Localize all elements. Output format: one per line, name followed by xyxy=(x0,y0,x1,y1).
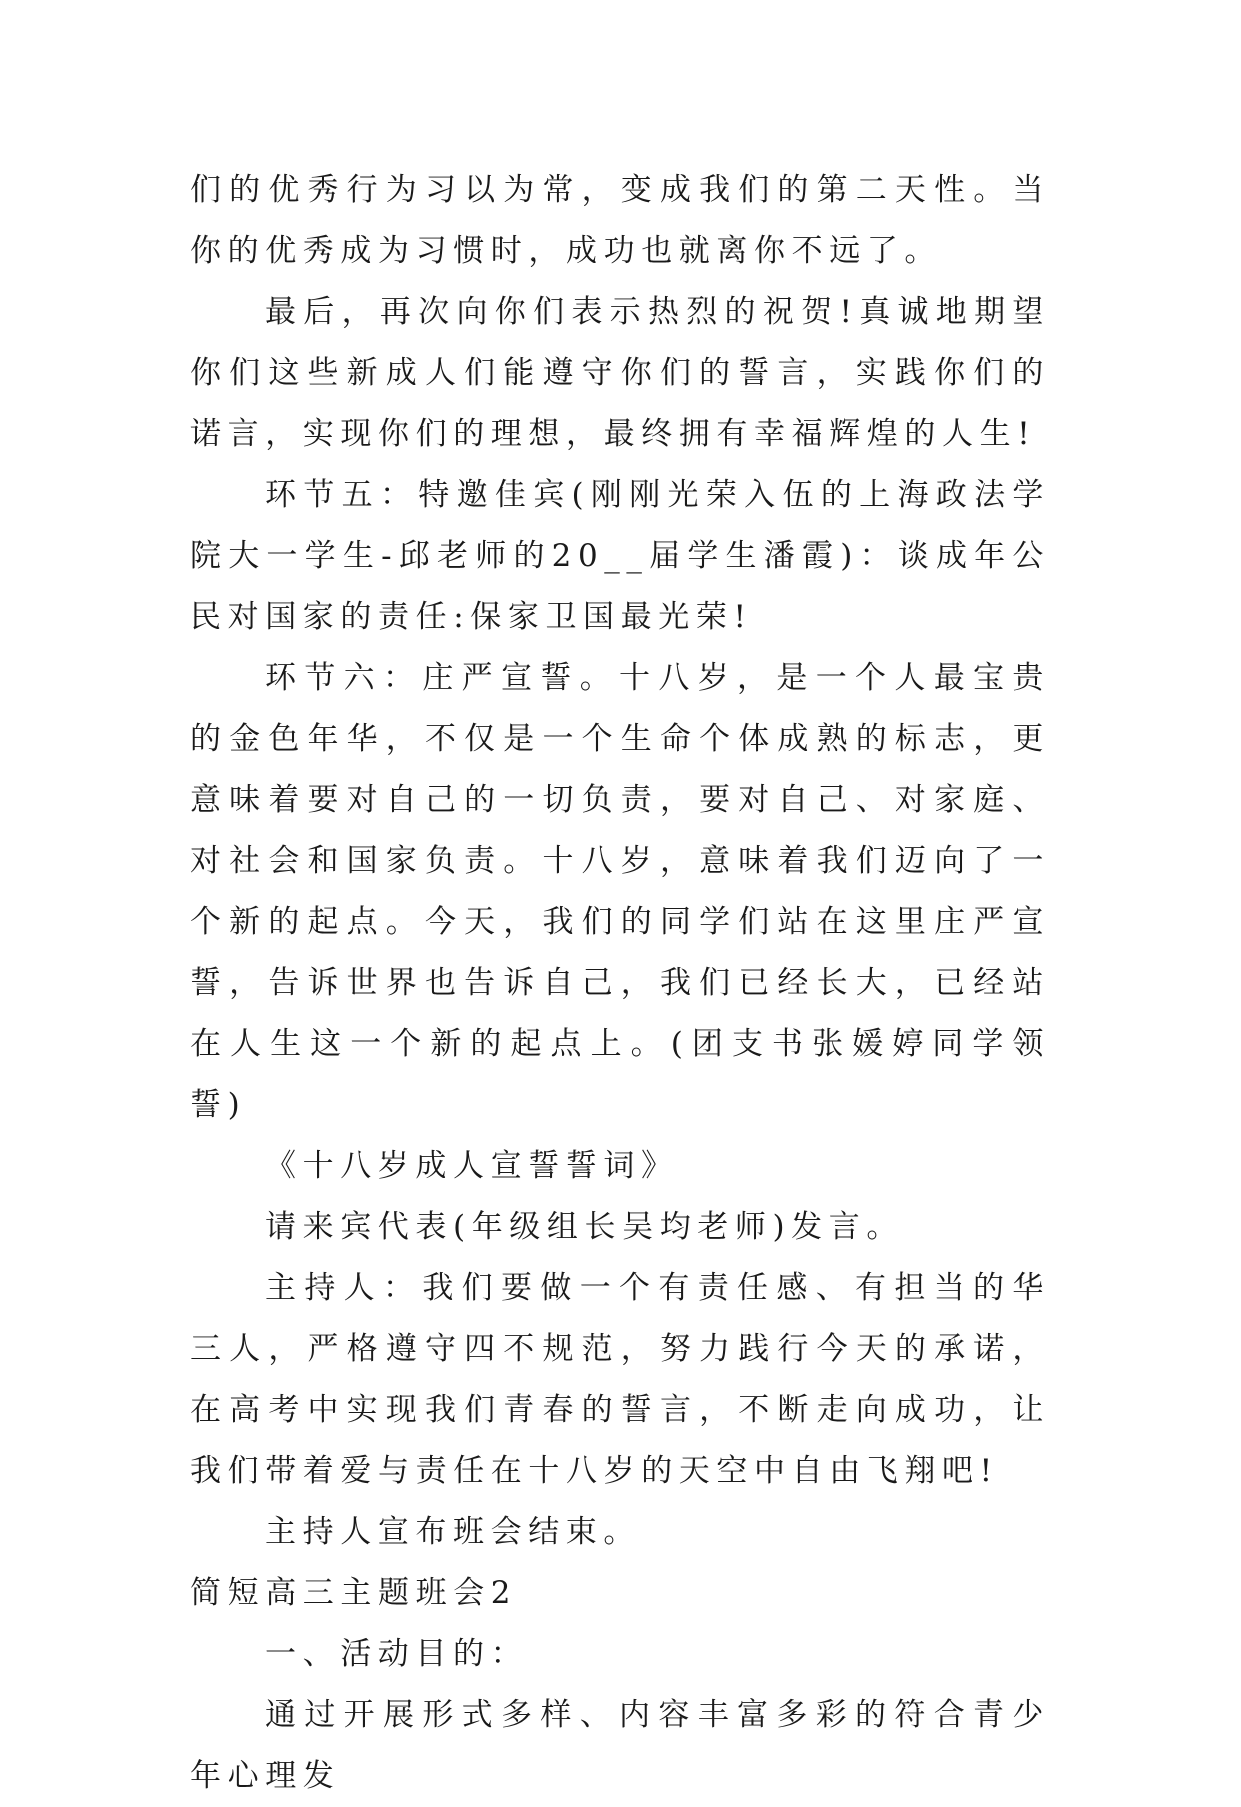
paragraph-congratulations: 最后，再次向你们表示热烈的祝贺!真诚地期望你们这些新成人们能遵守你们的誓言，实践你们的诺言，实现你们的理想，最终拥有幸福辉煌的人生! xyxy=(190,294,1050,452)
paragraph-segment-six: 环节六：庄严宣誓。十八岁，是一个人最宝贵的金色年华，不仅是一个生命个体成熟的标志，更意味着要对自己的一切负责，要对自己、对家庭、对社会和国家负责。十八岁，意味着我们迈向了一个新的起点。今天，我们的同学们站在这里庄严宣誓，告诉世界也告诉自己，我们已经长大，已经站在人生这一个新的起点上。(团支书张媛婷同学领誓) xyxy=(190,660,1050,1123)
paragraph-host-closing: 主持人：我们要做一个有责任感、有担当的华三人，严格遵守四不规范，努力践行今天的承诺，在高考中实现我们青春的誓言，不断走向成功，让我们带着爱与责任在十八岁的天空中自由飞翔吧! xyxy=(190,1270,1050,1489)
document-body xyxy=(190,160,1050,1807)
section-heading: 简短高三主题班会2 xyxy=(190,1575,518,1611)
paragraph-segment-five: 环节五：特邀佳宾(刚刚光荣入伍的上海政法学院大一学生-邱老师的20__届学生潘霞)：谈成年公民对国家的责任:保家卫国最光荣! xyxy=(190,477,1050,635)
paragraph-continuation: 们的优秀行为习以为常，变成我们的第二天性。当你的优秀成为习惯时，成功也就离你不远了。 xyxy=(190,172,1050,269)
subheading-purpose: 一、活动目的： xyxy=(265,1636,529,1672)
paragraph-purpose-text: 通过开展形式多样、内容丰富多彩的符合青少年心理发 xyxy=(190,1697,1050,1794)
oath-title: 《十八岁成人宣誓誓词》 xyxy=(265,1148,679,1184)
paragraph-guest-speech: 请来宾代表(年级组长吴均老师)发言。 xyxy=(265,1209,904,1245)
paragraph-meeting-end: 主持人宣布班会结束。 xyxy=(265,1514,641,1550)
